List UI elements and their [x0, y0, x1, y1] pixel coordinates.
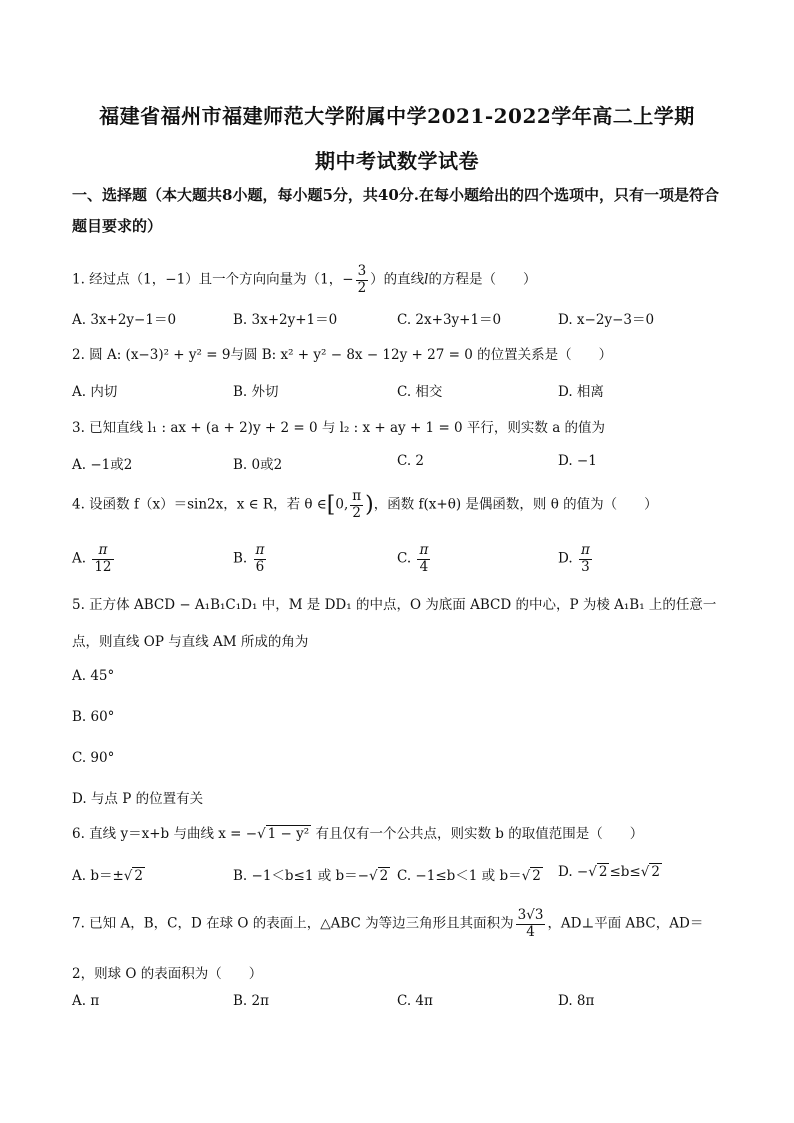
question-4 [72, 489, 658, 521]
q5-option-c: C. 90° [72, 750, 115, 766]
q3-option-b: B. 0或2 [233, 457, 283, 473]
q6-option-a-text: A. b＝± [72, 868, 124, 884]
section-heading: 一、选择题（本大题共8小题，每小题5分，共40分.在每小题给出的四个选项中，只有一项是符合题目要求的） [72, 186, 719, 235]
q6-sqrt-sign: √ [257, 826, 266, 842]
q2-option-d: D. 相离 [558, 384, 604, 400]
q4-option-b-den: 6 [255, 558, 265, 575]
q6-radicand: 1 − y² [267, 826, 310, 842]
q7-option-a: A. π [72, 993, 100, 1009]
q6-sqrt [266, 826, 312, 842]
exam-title-line1: 福建省福州市福建师范大学附属中学2021-2022学年高二上学期 [99, 104, 695, 128]
exam-title-line2: 期中考试数学试卷 [315, 149, 479, 173]
q7-option-d: D. 8π [558, 993, 595, 1009]
q6-option-b-sqrt: √ [368, 868, 378, 884]
q4-interval-close: ) [365, 492, 374, 518]
q4-option-b-label: B. [233, 550, 248, 567]
q4-option-d-num: π [580, 542, 590, 558]
q6-option-d-radicand2: 2 [651, 864, 660, 880]
q1-option-d: D. x−2y−3＝0 [558, 312, 655, 328]
q6-option-a-sqrt: √ [123, 868, 133, 884]
question-3: 3. 已知直线 l₁ : ax + (a + 2)y + 2 = 0 与 l₂ : x + ay + 1 = 0 平行，则实数 a 的值为 [72, 420, 606, 436]
q6-option-d-text-b: ≤b≤ [609, 864, 641, 880]
question-5-line1: 5. 正方体 ABCD − A₁B₁C₁D₁ 中，M 是 DD₁ 的中点，O 为底面 ABCD 的中心，P 为棱 A₁B₁ 上的任意一 [72, 597, 717, 613]
q6-option-d-text-a: D. − [558, 864, 589, 880]
q6-option-c-rad [530, 868, 543, 884]
q6-option-c-sqrt: √ [521, 868, 531, 884]
q1-stem-a: 1. 经过点（1，−1）且一个方向向量为（1， [72, 271, 343, 288]
q7-stem-a: 7. 已知 A，B，C，D 在球 O 的表面上，△ABC 为等边三角形且其面积为 [72, 915, 514, 932]
q4-option-a-frac [92, 543, 113, 575]
q2-option-c: C. 相交 [397, 384, 443, 400]
question-7-line1 [72, 908, 703, 940]
q6-option-d-radicand1: 2 [598, 864, 608, 880]
q2-option-a: A. 内切 [72, 384, 118, 400]
q7-fraction [516, 908, 546, 940]
q7-frac-num: 3√3 [517, 907, 544, 923]
q4-option-d [558, 543, 594, 575]
q1-frac-sign: − [342, 271, 354, 288]
q6-option-d-sqrt1: √ [588, 864, 597, 880]
q7-frac-den: 4 [526, 923, 535, 940]
q6-option-d-rad1 [597, 864, 610, 880]
q1-option-a: A. 3x+2y−1＝0 [72, 312, 177, 328]
q1-frac-num: 3 [357, 263, 367, 279]
q1-frac-den: 2 [357, 279, 367, 296]
q4-option-c-den: 4 [419, 558, 429, 575]
q6-stem-a: 6. 直线 y＝x+b 与曲线 x = − [72, 826, 258, 842]
question-6 [72, 822, 643, 842]
q4-option-d-den: 3 [581, 558, 590, 575]
q3-option-c: C. 2 [397, 453, 425, 469]
q7-option-b: B. 2π [233, 993, 269, 1009]
q4-stem-a: 4. 设函数 f（x）＝sin2x，x ∈ R，若 θ ∈ [72, 496, 327, 513]
q4-option-a [72, 543, 116, 575]
q6-option-a [72, 864, 145, 884]
q6-option-a-rad [132, 868, 145, 884]
q5-option-d: D. 与点 P 的位置有关 [72, 791, 204, 807]
q6-option-d-rad2 [649, 864, 662, 880]
question-5-line2: 点，则直线 OP 与直线 AM 所成的角为 [72, 634, 309, 650]
q4-option-b-num: π [255, 542, 265, 558]
q6-option-c-radicand: 2 [532, 868, 541, 884]
q4-pi-half [350, 489, 363, 521]
q4-stem-b: ，函数 f(x+θ) 是偶函数，则 θ 的值为（ ） [373, 496, 658, 513]
q4-option-a-label: A. [72, 550, 87, 567]
q3-option-a: A. −1或2 [72, 457, 133, 473]
q6-option-d-sqrt2: √ [640, 864, 650, 880]
q6-option-d [558, 864, 662, 880]
q4-option-a-den: 12 [94, 558, 112, 575]
q6-option-a-radicand: 2 [134, 868, 143, 884]
q4-pi: π [352, 488, 362, 504]
q4-two: 2 [352, 504, 361, 521]
q5-option-b: B. 60° [72, 709, 115, 725]
q4-option-b [233, 543, 268, 575]
question-7-line2: 2，则球 O 的表面积为（ ） [72, 966, 263, 982]
q3-option-d: D. −1 [558, 453, 597, 469]
q6-option-b-radicand: 2 [379, 868, 389, 884]
q1-var: l [424, 271, 429, 288]
q4-option-c-label: C. [397, 550, 412, 567]
q1-option-b: B. 3x+2y+1＝0 [233, 312, 338, 328]
question-2: 2. 圆 A: (x−3)² + y² = 9与圆 B: x² + y² − 8x − 12y + 27 = 0 的位置关系是（ ） [72, 347, 613, 363]
q7-stem-b: ，AD⊥平面 ABC，AD＝ [547, 915, 704, 932]
q4-interval-left: 0, [335, 496, 349, 513]
q4-interval-open: [ [326, 492, 336, 518]
q6-stem-b: 有且仅有一个公共点，则实数 b 的取值范围是（ ） [311, 826, 644, 842]
q4-option-a-num: π [92, 543, 113, 560]
q4-option-c-num: π [419, 542, 429, 558]
q1-stem-c: 的方程是（ ） [428, 271, 537, 288]
q4-option-c [397, 543, 432, 575]
q6-option-c [397, 864, 543, 884]
q1-option-c: C. 2x+3y+1＝0 [397, 312, 502, 328]
q1-stem-b: ）的直线 [370, 271, 425, 288]
q4-option-c-frac [417, 543, 430, 575]
q5-option-a: A. 45° [72, 668, 115, 684]
q1-fraction [356, 264, 369, 296]
question-1 [72, 264, 536, 296]
q7-option-c: C. 4π [397, 993, 433, 1009]
q2-option-b: B. 外切 [233, 384, 279, 400]
q6-option-b [233, 864, 390, 884]
q4-option-b-frac [254, 543, 267, 575]
q4-option-d-label: D. [558, 550, 573, 567]
q6-option-b-rad [378, 868, 391, 884]
q4-option-d-frac [579, 543, 592, 575]
q6-option-c-text: C. −1≤b＜1 或 b＝ [397, 868, 522, 884]
q6-option-b-text: B. −1＜b≤1 或 b＝− [233, 868, 369, 884]
